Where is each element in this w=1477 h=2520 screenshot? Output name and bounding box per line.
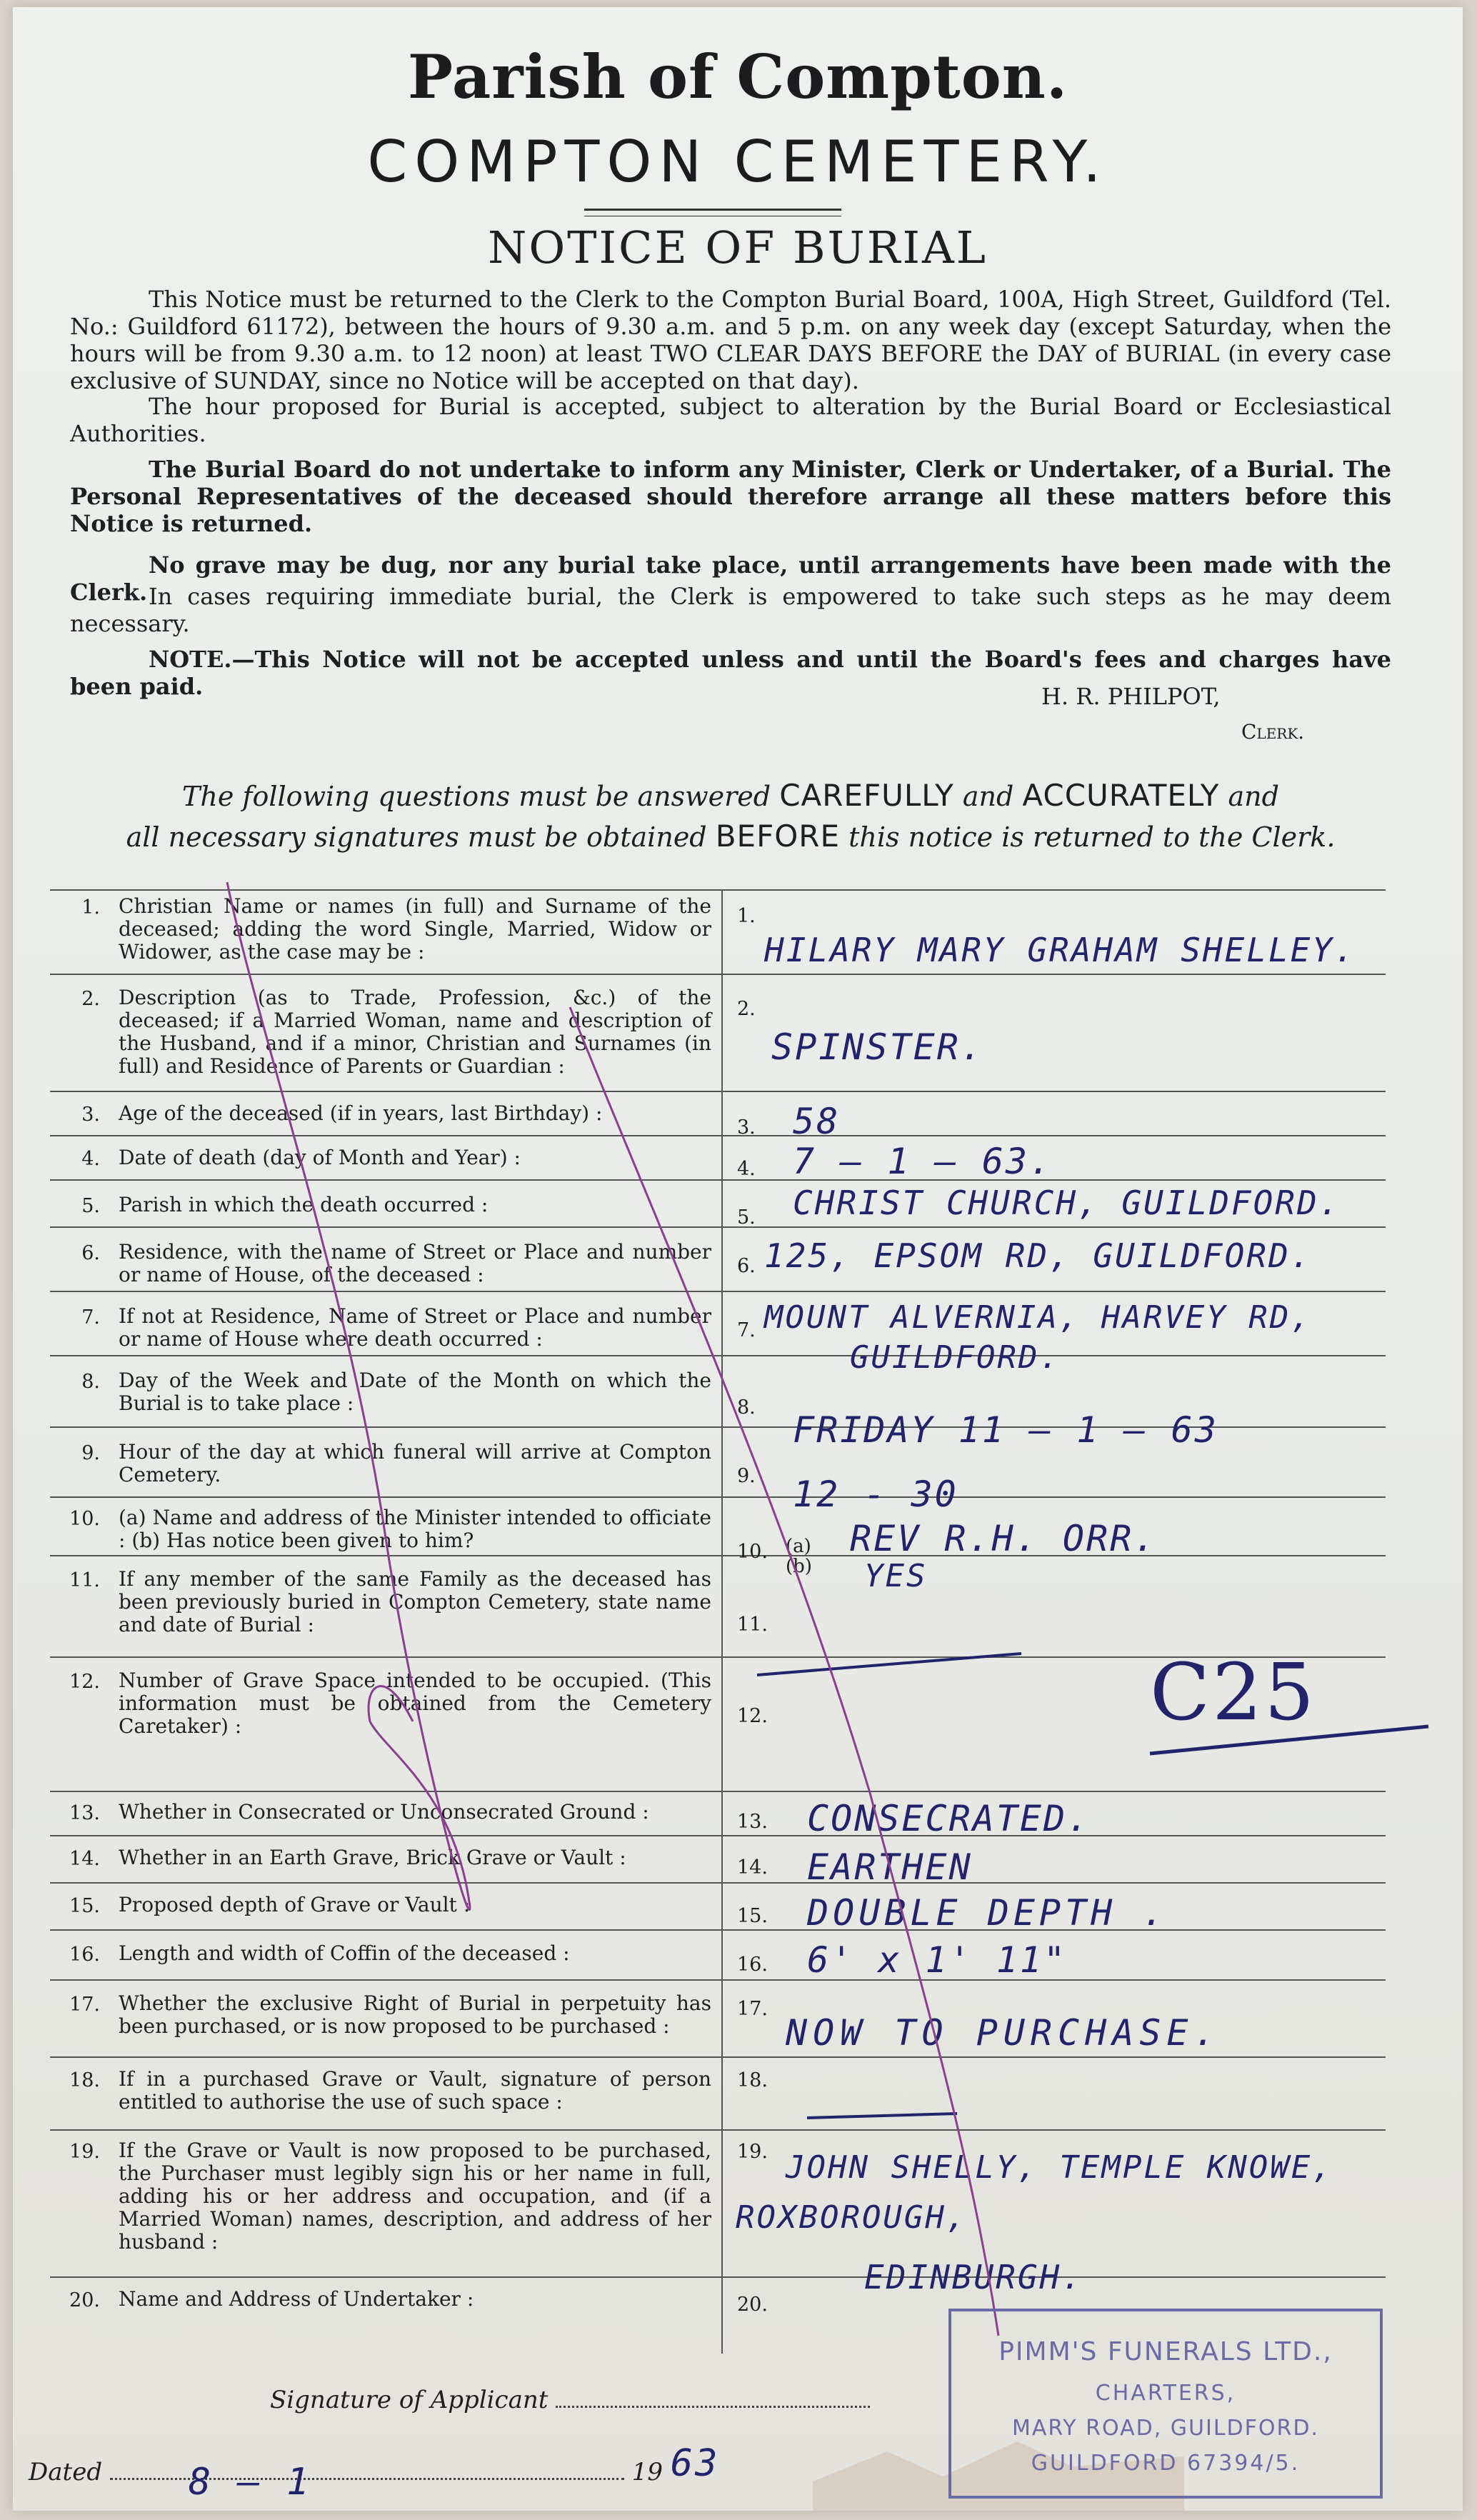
question-number: 4. bbox=[81, 1148, 100, 1170]
burial-notice-form bbox=[13, 7, 1463, 2511]
answer-number: 11. bbox=[737, 1614, 768, 1636]
dated-value: 8 — 1 bbox=[188, 2461, 311, 2504]
answer-number: 10. bbox=[737, 1541, 768, 1563]
answer-burial-date: FRIDAY 11 — 1 — 63 bbox=[793, 1409, 1218, 1451]
year-suffix: 63 bbox=[670, 2442, 720, 2485]
question-text: Day of the Week and Date of the Month on which the Burial is to take place : bbox=[119, 1369, 711, 1415]
answer-description: SPINSTER. bbox=[771, 1026, 984, 1068]
question-text: Whether in an Earth Grave, Brick Grave or Vault : bbox=[119, 1846, 626, 1869]
question-text: If in a purchased Grave or Vault, signature of person entitled to authorise the use of such space : bbox=[119, 2067, 711, 2114]
question-text: Proposed depth of Grave or Vault : bbox=[119, 1893, 471, 1916]
stamp-company: PIMM'S FUNERALS LTD., bbox=[998, 2337, 1333, 2366]
question-number: 5. bbox=[81, 1195, 100, 1217]
answer-parish: CHRIST CHURCH, GUILDFORD. bbox=[793, 1184, 1341, 1222]
question-number: 17. bbox=[69, 1994, 100, 2016]
answer-number: 17. bbox=[737, 1998, 768, 2020]
question-number: 16. bbox=[69, 1944, 100, 1966]
question-text: Christian Name or names (in full) and Surname of the deceased; adding the word Single, Married, Widow or Widower, as the case may be : bbox=[119, 894, 711, 964]
undertaker-stamp bbox=[948, 2309, 1383, 2499]
answer-number: 4. bbox=[737, 1158, 756, 1180]
date-field bbox=[110, 2461, 624, 2504]
answer-purchaser-town: ROXBOROUGH, bbox=[736, 2199, 968, 2236]
question-number: 7. bbox=[81, 1306, 100, 1329]
notice-title: NOTICE OF BURIAL bbox=[488, 221, 988, 274]
question-number: 15. bbox=[69, 1895, 100, 1917]
stamp-street: MARY ROAD, GUILDFORD. bbox=[1011, 2416, 1320, 2441]
question-number: 20. bbox=[69, 2289, 100, 2311]
answer-number: 20. bbox=[737, 2294, 768, 2316]
answer-number: 1. bbox=[737, 905, 756, 927]
question-text: Hour of the day at which funeral will arrive at Compton Cemetery. bbox=[119, 1440, 711, 1486]
dated-label: Dated bbox=[29, 2458, 103, 2486]
instruction-text: The following questions must be answered bbox=[182, 781, 771, 812]
answer-number: 19. bbox=[737, 2141, 768, 2163]
paragraph-board-notice: The Burial Board do not undertake to inform any Minister, Clerk or Undertaker, of a Burial. The Personal Representatives of the deceased should therefore arrange all these matters before this Notice is returned. bbox=[70, 456, 1391, 537]
answer-number: 2. bbox=[737, 998, 756, 1020]
answer-number: 6. bbox=[737, 1255, 756, 1277]
question-text: If not at Residence, Name of Street or Place and number or name of House where death occurred : bbox=[119, 1304, 711, 1351]
instruction-emphasis: ACCURATELY bbox=[1022, 778, 1220, 813]
question-number: 9. bbox=[81, 1442, 100, 1464]
answer-coffin-size: 6' x 1' 11" bbox=[807, 1939, 1068, 1981]
question-text: If the Grave or Vault is now proposed to be purchased, the Purchaser must legibly sign his or her name in full, adding his or her address and occupation, and (if a Married Woman) names, description, and address of her husband : bbox=[119, 2139, 711, 2254]
question-text: Date of death (day of Month and Year) : bbox=[119, 1146, 521, 1169]
answer-place-of-death-town: GUILDFORD. bbox=[850, 1339, 1061, 1376]
answer-purchaser-city: EDINBURGH. bbox=[864, 2258, 1083, 2296]
dated-line bbox=[29, 2442, 720, 2504]
instruction-text: and bbox=[962, 781, 1014, 812]
instruction-text: all necessary signatures must be obtained bbox=[126, 821, 707, 853]
stamp-building: CHARTERS, bbox=[1095, 2381, 1236, 2406]
question-text: Residence, with the name of Street or Place and number or name of House, of the deceased : bbox=[119, 1240, 711, 1286]
answer-number: 16. bbox=[737, 1954, 768, 1976]
question-number: 1. bbox=[81, 896, 100, 919]
stamp-phone: GUILDFORD 67394/5. bbox=[1031, 2451, 1301, 2476]
answer-date-of-death: 7 — 1 — 63. bbox=[793, 1141, 1053, 1182]
answer-grave-space: C25 bbox=[1150, 1646, 1317, 1738]
answer-arrival-hour: 12 - 30 bbox=[793, 1474, 958, 1515]
instruction-text: and bbox=[1228, 781, 1279, 812]
answer-name-deceased: HILARY MARY GRAHAM SHELLEY. bbox=[764, 931, 1356, 969]
label-a: (a) bbox=[786, 1536, 811, 1557]
question-number: 18. bbox=[69, 2069, 100, 2091]
label-b: (b) bbox=[786, 1556, 812, 1577]
answer-right-of-burial: NOW TO PURCHASE. bbox=[786, 2012, 1221, 2054]
question-number: 14. bbox=[69, 1848, 100, 1870]
paragraph-note-fees: NOTE.—This Notice will not be accepted unless and until the Board's fees and charges have been paid. bbox=[70, 646, 1391, 700]
paragraph-hour-proposed: The hour proposed for Burial is accepted, subject to alteration by the Burial Board or Ecclesiastical Authorities. bbox=[70, 393, 1391, 447]
question-text: Whether in Consecrated or Unconsecrated Ground : bbox=[119, 1800, 649, 1824]
question-text: Parish in which the death occurred : bbox=[119, 1193, 489, 1216]
answer-number: 15. bbox=[737, 1905, 768, 1927]
answer-notice-given: YES bbox=[864, 1558, 928, 1594]
answer-grave-type: EARTHEN bbox=[807, 1846, 973, 1888]
signature-label: Signature of Applicant bbox=[270, 2386, 549, 2414]
cemetery-title: COMPTON CEMETERY. bbox=[367, 129, 1108, 195]
answer-depth: DOUBLE DEPTH . bbox=[807, 1892, 1168, 1934]
answer-minister: REV R.H. ORR. bbox=[850, 1518, 1158, 1559]
answer-number: 5. bbox=[737, 1206, 756, 1229]
question-number: 8. bbox=[81, 1371, 100, 1393]
instruction-emphasis: CAREFULLY bbox=[779, 778, 954, 813]
answer-residence: 125, EPSOM RD, GUILDFORD. bbox=[764, 1236, 1313, 1275]
answer-ground: CONSECRATED. bbox=[807, 1798, 1091, 1839]
paragraph-return-instructions: This Notice must be returned to the Clerk to the Compton Burial Board, 100A, High Street, Guildford (Tel. No.: Guildford 61172), between the hours of 9.30 a.m. and 5 p.m. on any week day (except Saturday, when the hours will be from 9.30 a.m. to 12 noon) at least TWO CLEAR DAYS BEFORE the DAY of BURIAL (in every case exclusive of SUNDAY, since no Notice will be accepted on that day). bbox=[70, 286, 1391, 394]
answer-place-of-death: MOUNT ALVERNIA, HARVEY RD, bbox=[764, 1299, 1312, 1336]
answer-age: 58 bbox=[793, 1101, 841, 1142]
answer-number: 14. bbox=[737, 1856, 768, 1879]
question-text: Description (as to Trade, Profession, &c.) of the deceased; if a Married Woman, name and description of the Husband, and if a minor, Christian and Surnames (in full) and Residence of Parents or Guardian : bbox=[119, 986, 711, 1078]
question-text: Age of the deceased (if in years, last Birthday) : bbox=[119, 1101, 603, 1125]
paragraph-immediate-burial: In cases requiring immediate burial, the Clerk is empowered to take such steps as he may deem necessary. bbox=[70, 583, 1391, 637]
clerk-title: Clerk. bbox=[1241, 720, 1305, 744]
question-text: Name and Address of Undertaker : bbox=[119, 2287, 474, 2311]
answer-number: 9. bbox=[737, 1465, 756, 1487]
answer-number: 3. bbox=[737, 1116, 756, 1139]
purple-pen-line bbox=[13, 7, 1463, 2511]
question-text: Number of Grave Space intended to be occupied. (This information must be obtained from the Cemetery Caretaker) : bbox=[119, 1669, 711, 1738]
question-text: Length and width of Coffin of the deceased : bbox=[119, 1941, 570, 1965]
question-number: 13. bbox=[69, 1802, 100, 1824]
question-text: If any member of the same Family as the deceased has been previously buried in Compton Cemetery, state name and date of Burial : bbox=[119, 1567, 711, 1636]
question-number: 12. bbox=[69, 1671, 100, 1693]
parish-title: Parish of Compton. bbox=[407, 41, 1068, 112]
question-number: 3. bbox=[81, 1104, 100, 1126]
instruction-text: this notice is returned to the Clerk. bbox=[848, 821, 1336, 853]
answer-number: 8. bbox=[737, 1396, 756, 1419]
year-prefix: 19 bbox=[631, 2458, 663, 2486]
paragraph-no-grave: No grave may be dug, nor any burial take place, until arrangements have been made with the Clerk. bbox=[70, 551, 1391, 606]
question-number: 11. bbox=[69, 1569, 100, 1591]
clerk-name: H. R. PHILPOT, bbox=[1041, 683, 1221, 710]
answer-number: 13. bbox=[737, 1811, 768, 1833]
question-text: (a) Name and address of the Minister intended to officiate : (b) Has notice been given to him? bbox=[119, 1506, 711, 1552]
signature-of-applicant bbox=[270, 2386, 870, 2414]
answer-number: 18. bbox=[737, 2069, 768, 2091]
signature-line bbox=[556, 2406, 870, 2408]
question-number: 19. bbox=[69, 2141, 100, 2163]
instruction-emphasis: BEFORE bbox=[715, 819, 841, 854]
question-number: 6. bbox=[81, 1242, 100, 1264]
question-number: 2. bbox=[81, 988, 100, 1010]
question-number: 10. bbox=[69, 1508, 100, 1530]
answer-purchaser: JOHN SHELLY, TEMPLE KNOWE, bbox=[786, 2149, 1333, 2186]
question-text: Whether the exclusive Right of Burial in perpetuity has been purchased, or is now proposed to be purchased : bbox=[119, 1991, 711, 2038]
answer-number: 7. bbox=[737, 1319, 756, 1341]
answer-number: 12. bbox=[737, 1705, 768, 1727]
